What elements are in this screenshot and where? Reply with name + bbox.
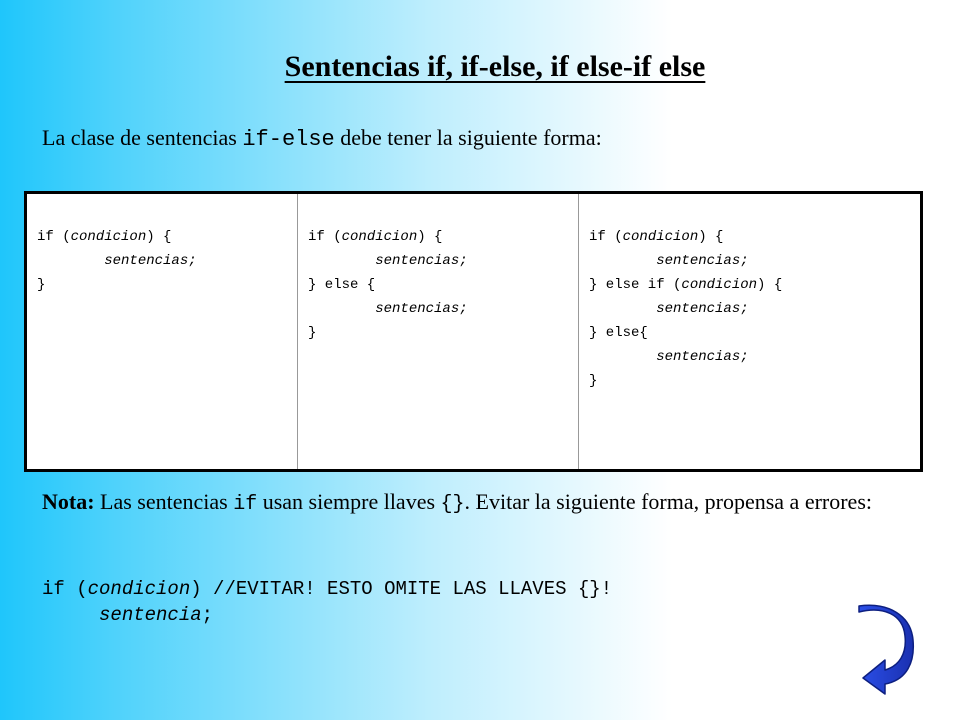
note-label: Nota:	[42, 489, 95, 514]
code-text: } else if (	[589, 277, 682, 293]
code-text: }	[589, 373, 598, 389]
code-text: ) {	[698, 229, 724, 245]
code-table	[24, 191, 923, 472]
code-text: }	[308, 325, 317, 341]
code-condition: condicion	[681, 277, 758, 293]
code-text: if (	[589, 229, 623, 245]
code-body: sentencias;	[375, 253, 468, 269]
code-condition: condicion	[87, 578, 191, 600]
code-body: sentencias;	[656, 253, 749, 269]
code-column-if-else	[298, 194, 579, 469]
return-arrow-icon[interactable]	[855, 604, 915, 696]
code-text: ) //EVITAR! ESTO OMITE LAS LLAVES {}!	[190, 578, 613, 600]
note-code-braces: {}	[440, 493, 465, 516]
code-body: sentencias;	[656, 301, 749, 317]
note-paragraph	[42, 490, 902, 517]
intro-after: debe tener la siguiente forma:	[334, 125, 602, 150]
code-text: ) {	[146, 229, 172, 245]
code-text: } else {	[308, 277, 376, 293]
intro-before: La clase de sentencias	[42, 125, 243, 150]
code-example	[42, 576, 612, 628]
code-column-if	[27, 194, 298, 469]
code-condition: condicion	[622, 229, 699, 245]
code-text: ) {	[417, 229, 443, 245]
note-text: usan siempre llaves	[257, 489, 441, 514]
code-text: if (	[37, 229, 71, 245]
note-code-if: if	[233, 493, 258, 516]
code-body: sentencias;	[656, 349, 749, 365]
code-column-if-elseif-else	[579, 194, 920, 469]
note-text: Las sentencias	[94, 489, 234, 514]
code-text: if (	[308, 229, 342, 245]
slide-title: Sentencias if, if-else, if else-if else	[284, 50, 706, 83]
intro-code: if-else	[242, 127, 335, 152]
code-text: if (	[42, 578, 88, 600]
intro-text	[42, 125, 602, 152]
code-condition: condicion	[70, 229, 147, 245]
code-body: sentencias;	[375, 301, 468, 317]
code-body: sentencias;	[104, 253, 197, 269]
note-text: . Evitar la siguiente forma, propensa a errores:	[464, 489, 872, 514]
code-text: ;	[201, 604, 214, 626]
code-condition: condicion	[341, 229, 418, 245]
code-text: }	[37, 277, 46, 293]
code-text: ) {	[757, 277, 783, 293]
code-text: } else{	[589, 325, 648, 341]
code-body: sentencia	[99, 604, 202, 626]
